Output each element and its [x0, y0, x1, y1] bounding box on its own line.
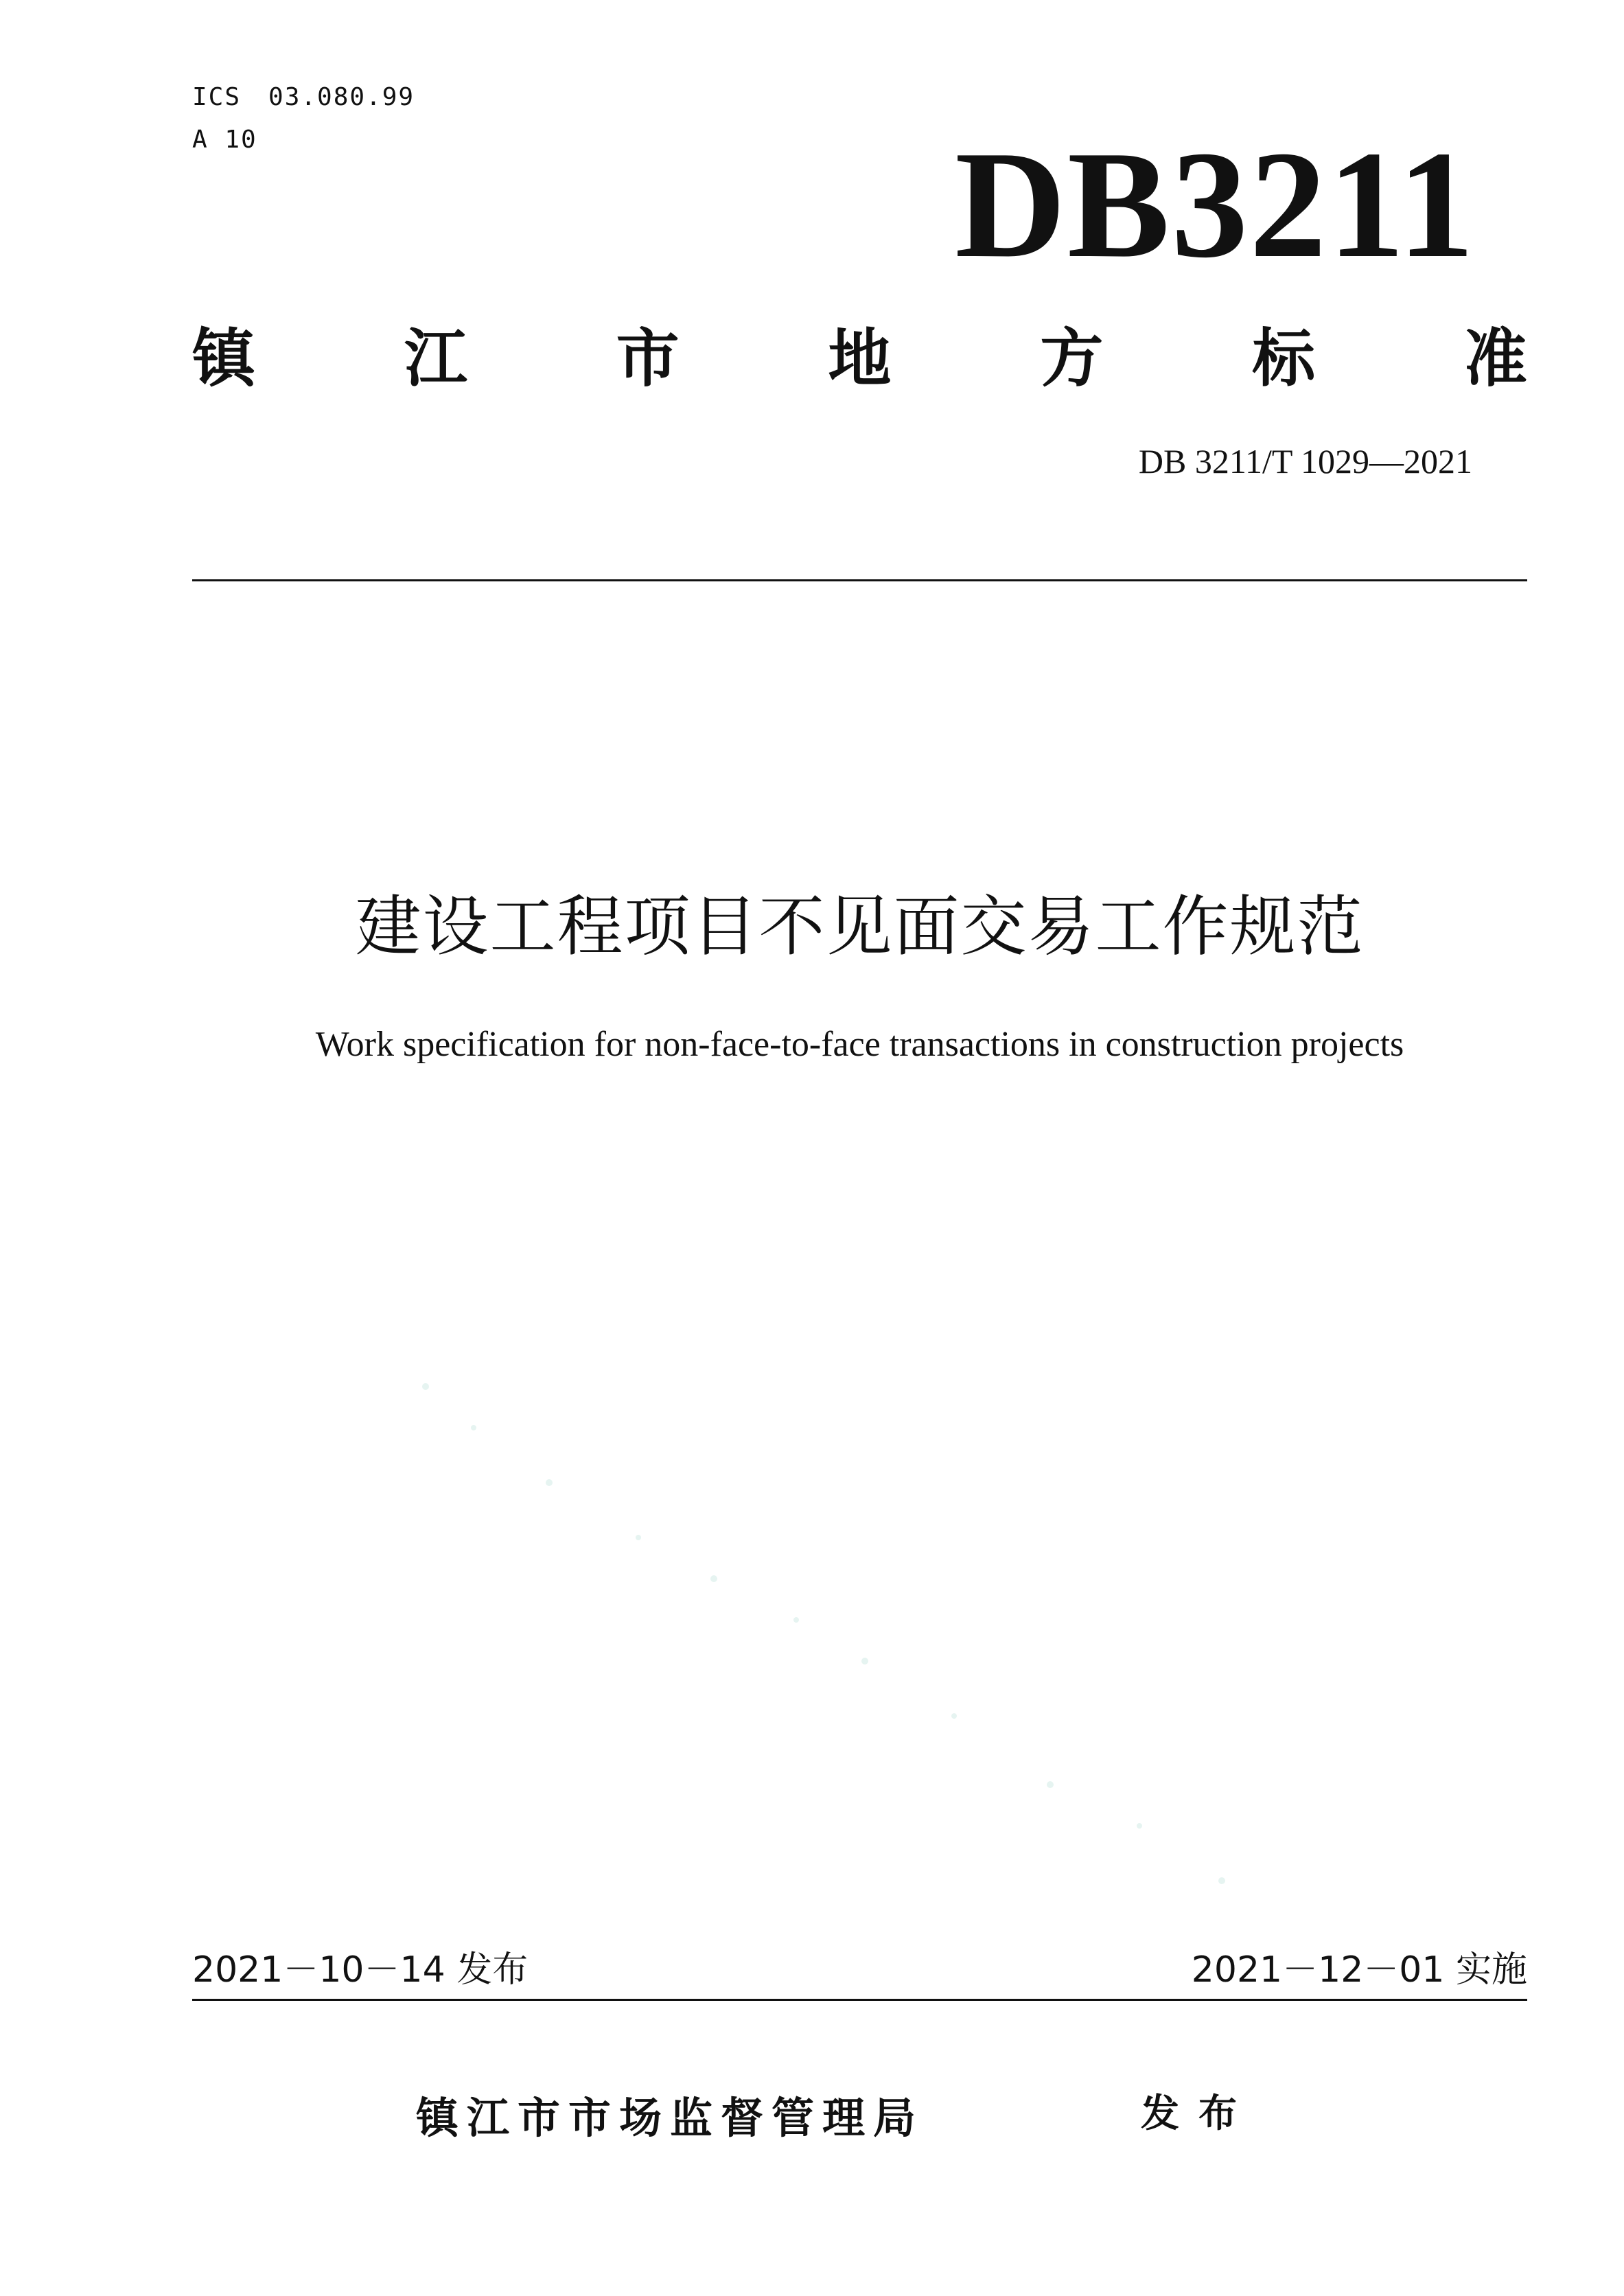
standard-number: DB 3211/T 1029—2021: [1138, 442, 1472, 480]
standard-type-char: 方: [1040, 322, 1104, 395]
standard-type-char: 准: [1463, 322, 1527, 395]
standard-type-char: 市: [616, 322, 680, 395]
faint-watermark: [412, 1359, 1304, 1908]
standard-type-char: 镇: [192, 322, 256, 395]
standard-type-char: 标: [1252, 322, 1316, 395]
standard-code-logo: DB3211: [955, 119, 1476, 290]
publish-label: 发布: [1141, 2091, 1256, 2136]
ics-line: [192, 81, 415, 114]
footer-divider: [192, 1999, 1527, 2001]
standard-type-char: 江: [404, 322, 467, 395]
document-title-english: Work specification for non-face-to-face transactions in construction projects: [315, 1025, 1404, 1064]
implementation-date: 2021－12－01 实施: [1191, 1949, 1527, 1991]
issue-date: 2021－10－14 发布: [192, 1949, 529, 1991]
classification-code: A 10: [192, 126, 257, 154]
publisher-name: 镇江市市场监督管理局: [416, 2093, 925, 2143]
header-divider: [192, 579, 1527, 581]
standard-type-char: 地: [828, 322, 892, 395]
document-title-chinese: 建设工程项目不见面交易工作规范: [355, 888, 1365, 965]
standard-type-heading: [192, 321, 1527, 397]
ics-label: ICS: [192, 83, 242, 111]
ics-code: 03.080.99: [268, 83, 415, 111]
